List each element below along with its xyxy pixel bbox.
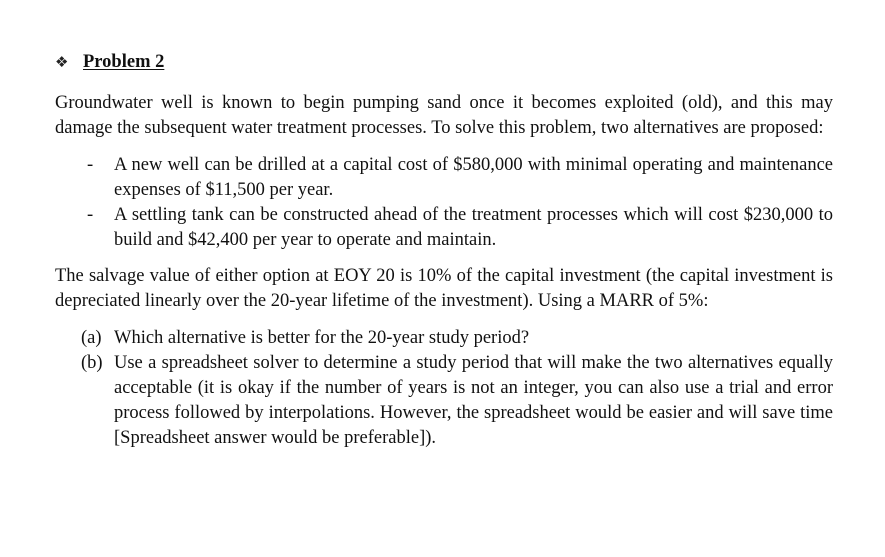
salvage-paragraph: The salvage value of either option at EOY 20 is 10% of the capital investment (the capital investment is depreciated linearly over the 20-year lifetime of the investment). Using a MARR of 5%: [55, 266, 833, 311]
alternatives-list [55, 153, 833, 253]
question-label: (a) [81, 328, 102, 348]
problem-title: Problem 2 [83, 52, 165, 72]
list-item [55, 351, 833, 451]
dash-marker: - [87, 205, 94, 225]
problem-document [55, 50, 833, 451]
dash-marker: - [87, 155, 94, 175]
alternative-text: A settling tank can be constructed ahead of the treatment processes which will cost $230,000 to build and $42,400 per year to operate and maintain. [114, 205, 833, 250]
problem-heading [55, 50, 833, 75]
question-text: Which alternative is better for the 20-year study period? [114, 328, 530, 348]
list-item [55, 203, 833, 253]
list-item [55, 326, 833, 351]
question-text: Use a spreadsheet solver to determine a study period that will make the two alternatives equally acceptable (it is okay if the number of years is not an integer, you can also use a trial and error process followed by interpolations. However, the spreadsheet would be easier and will save time [Spreadsheet answer would be preferable]). [114, 353, 833, 448]
alternative-text: A new well can be drilled at a capital cost of $580,000 with minimal operating and maintenance expenses of $11,500 per year. [114, 155, 833, 200]
intro-paragraph: Groundwater well is known to begin pumping sand once it becomes exploited (old), and this may damage the subsequent water treatment processes. To solve this problem, two alternatives are proposed: [55, 93, 833, 138]
diamond-bullet-icon: ❖ [55, 53, 69, 71]
list-item [55, 153, 833, 203]
question-label: (b) [81, 353, 103, 373]
questions-list [55, 326, 833, 451]
